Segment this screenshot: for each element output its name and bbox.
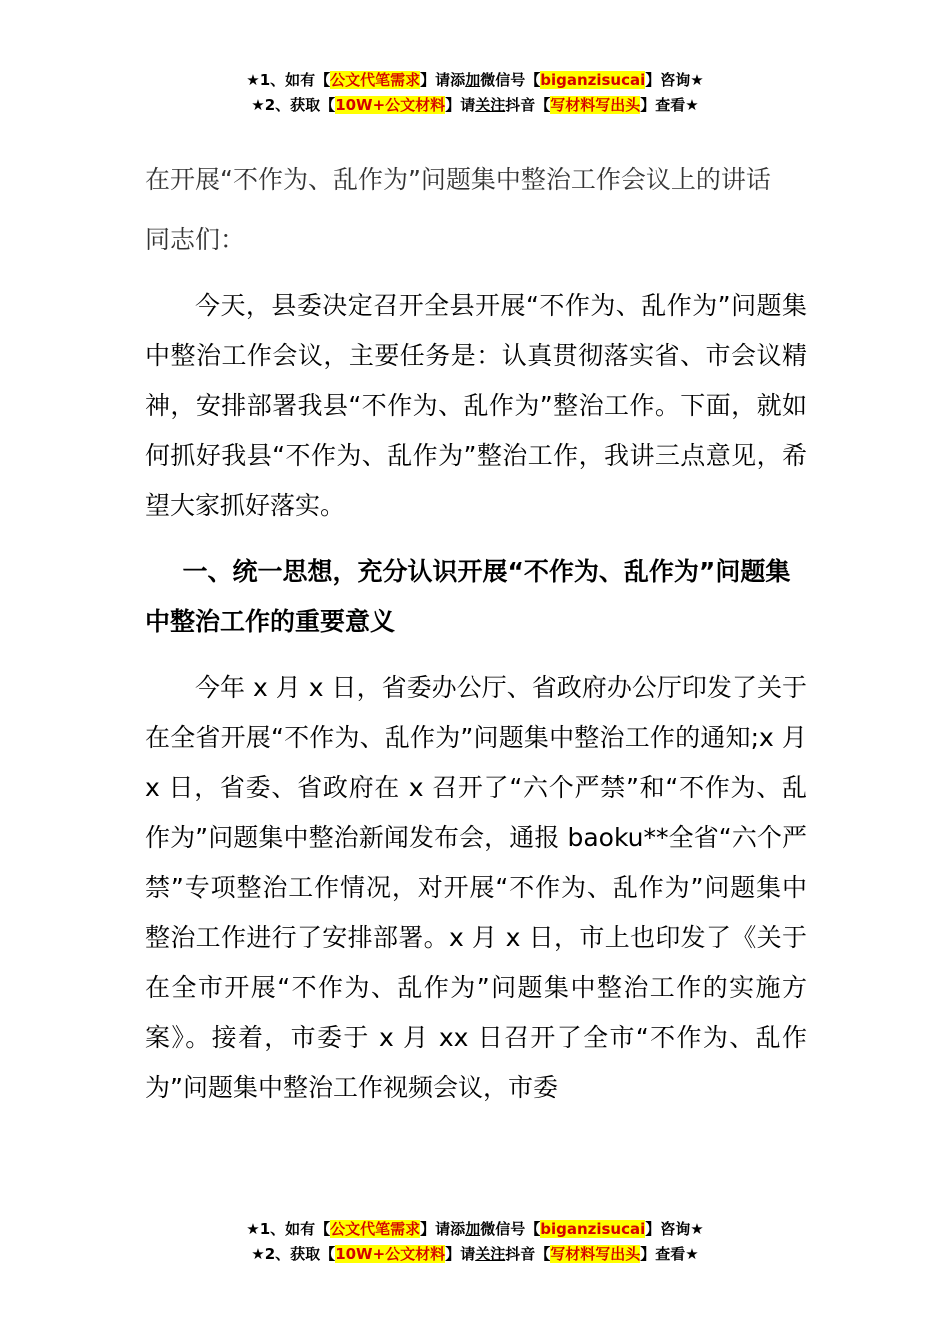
banner-text: 】咨询★ xyxy=(645,1220,704,1238)
banner-text: 微信号【 xyxy=(480,71,541,89)
banner-underline: 加 xyxy=(465,1220,481,1238)
banner-text: 微信号【 xyxy=(480,1220,541,1238)
banner-text: 】请添 xyxy=(420,1220,466,1238)
greeting: 同志们： xyxy=(145,225,246,254)
banner-text: ★2、获取【 xyxy=(251,1245,336,1263)
highlight-wechat-id: biganzisucai xyxy=(540,1220,646,1238)
banner-line-2 xyxy=(0,1242,950,1267)
banner-text: 】请添 xyxy=(420,71,466,89)
paragraph-intro: 今天，县委决定召开全县开展“不作为、乱作为”问题集中整治工作会议，主要任务是：认真贯彻落实省、市会议精神，安排部署我县“不作为、乱作为”整治工作。下面，就如何抓好我县“不作为、乱作为”整治工作，我讲三点意见，希望大家抓好落实。 xyxy=(145,291,807,520)
banner-text: 】请 xyxy=(445,1245,476,1263)
banner-line-2 xyxy=(0,93,950,118)
banner-line-1 xyxy=(0,1217,950,1242)
banner-underline: 加 xyxy=(465,71,481,89)
document-title: 在开展“不作为、乱作为”问题集中整治工作会议上的讲话 xyxy=(145,165,771,194)
highlight-service: 公文代笔需求 xyxy=(330,71,421,89)
document-body xyxy=(145,155,807,1129)
banner-text: 】咨询★ xyxy=(645,71,704,89)
banner-text: 抖音【 xyxy=(505,1245,551,1263)
banner-text: ★1、如有【 xyxy=(246,1220,331,1238)
header-banner xyxy=(0,68,950,118)
highlight-wechat-id: biganzisucai xyxy=(540,71,646,89)
highlight-materials: 10W+公文材料 xyxy=(335,1245,446,1263)
section-heading-1: 一、统一思想，充分认识开展“不作为、乱作为”问题集中整治工作的重要意义 xyxy=(145,557,791,636)
banner-text: ★2、获取【 xyxy=(251,96,336,114)
banner-text: 】查看★ xyxy=(640,1245,699,1263)
footer-banner xyxy=(0,1217,950,1267)
banner-underline: 关注 xyxy=(475,1245,506,1263)
banner-text: 】查看★ xyxy=(640,96,699,114)
highlight-douyin-id: 写材料写出头 xyxy=(550,96,641,114)
banner-text: 】请 xyxy=(445,96,476,114)
banner-underline: 关注 xyxy=(475,96,506,114)
banner-line-1 xyxy=(0,68,950,93)
banner-text: ★1、如有【 xyxy=(246,71,331,89)
banner-text: 抖音【 xyxy=(505,96,551,114)
highlight-materials: 10W+公文材料 xyxy=(335,96,446,114)
highlight-service: 公文代笔需求 xyxy=(330,1220,421,1238)
paragraph-section-1: 今年 x 月 x 日，省委办公厅、省政府办公厅印发了关于在全省开展“不作为、乱作为”问题集中整治工作的通知;x 月 x 日，省委、省政府在 x 召开了“六个严禁”和“不作为、乱作为”问题集中整治新闻发布会，通报 baoku**全省“六个严禁”专项整治工作情况，对开展“不作为、乱作为”问题集中整治工作进行了安排部署。x 月 x 日，市上也印发了《关于在全市开展“不作为、乱作为”问题集中整治工作的实施方案》。接着，市委于 x 月 xx 日召开了全市“不作为、乱作为”问题集中整治工作视频会议，市委 xyxy=(145,673,807,1102)
highlight-douyin-id: 写材料写出头 xyxy=(550,1245,641,1263)
